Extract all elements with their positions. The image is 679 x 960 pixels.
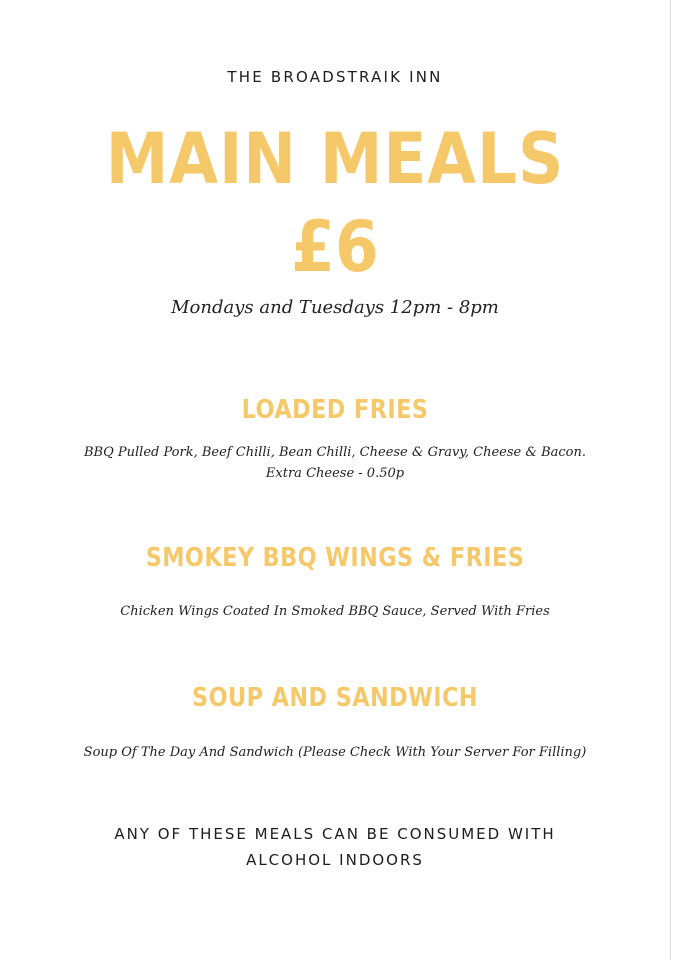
footer-line-2: ALCOHOL INDOORS: [246, 851, 424, 869]
section-description-soup-sandwich: Soup Of The Day And Sandwich (Please Check With Your Server For Filling): [83, 745, 587, 760]
section-description-bbq-wings: Chicken Wings Coated In Smoked BBQ Sauce, Served With Fries: [120, 604, 550, 619]
footer-line-1: ANY OF THESE MEALS CAN BE CONSUMED WITH: [114, 825, 556, 843]
menu-title: MAIN MEALS: [105, 118, 565, 200]
section-extra-loaded-fries: Extra Cheese - 0.50p: [265, 466, 405, 481]
inn-name: THE BROADSTRAIK INN: [227, 68, 443, 86]
section-heading-loaded-fries: LOADED FRIES: [241, 395, 429, 425]
page-edge-divider: [670, 0, 671, 960]
footer-note: [0, 821, 670, 873]
section-heading-bbq-wings: SMOKEY BBQ WINGS & FRIES: [145, 543, 525, 573]
section-heading-soup-sandwich: SOUP AND SANDWICH: [192, 683, 478, 713]
menu-price: £6: [291, 206, 379, 288]
section-description-loaded-fries: BBQ Pulled Pork, Beef Chilli, Bean Chilli, Cheese & Gravy, Cheese & Bacon.: [83, 445, 586, 460]
opening-hours: Mondays and Tuesdays 12pm - 8pm: [171, 297, 499, 318]
